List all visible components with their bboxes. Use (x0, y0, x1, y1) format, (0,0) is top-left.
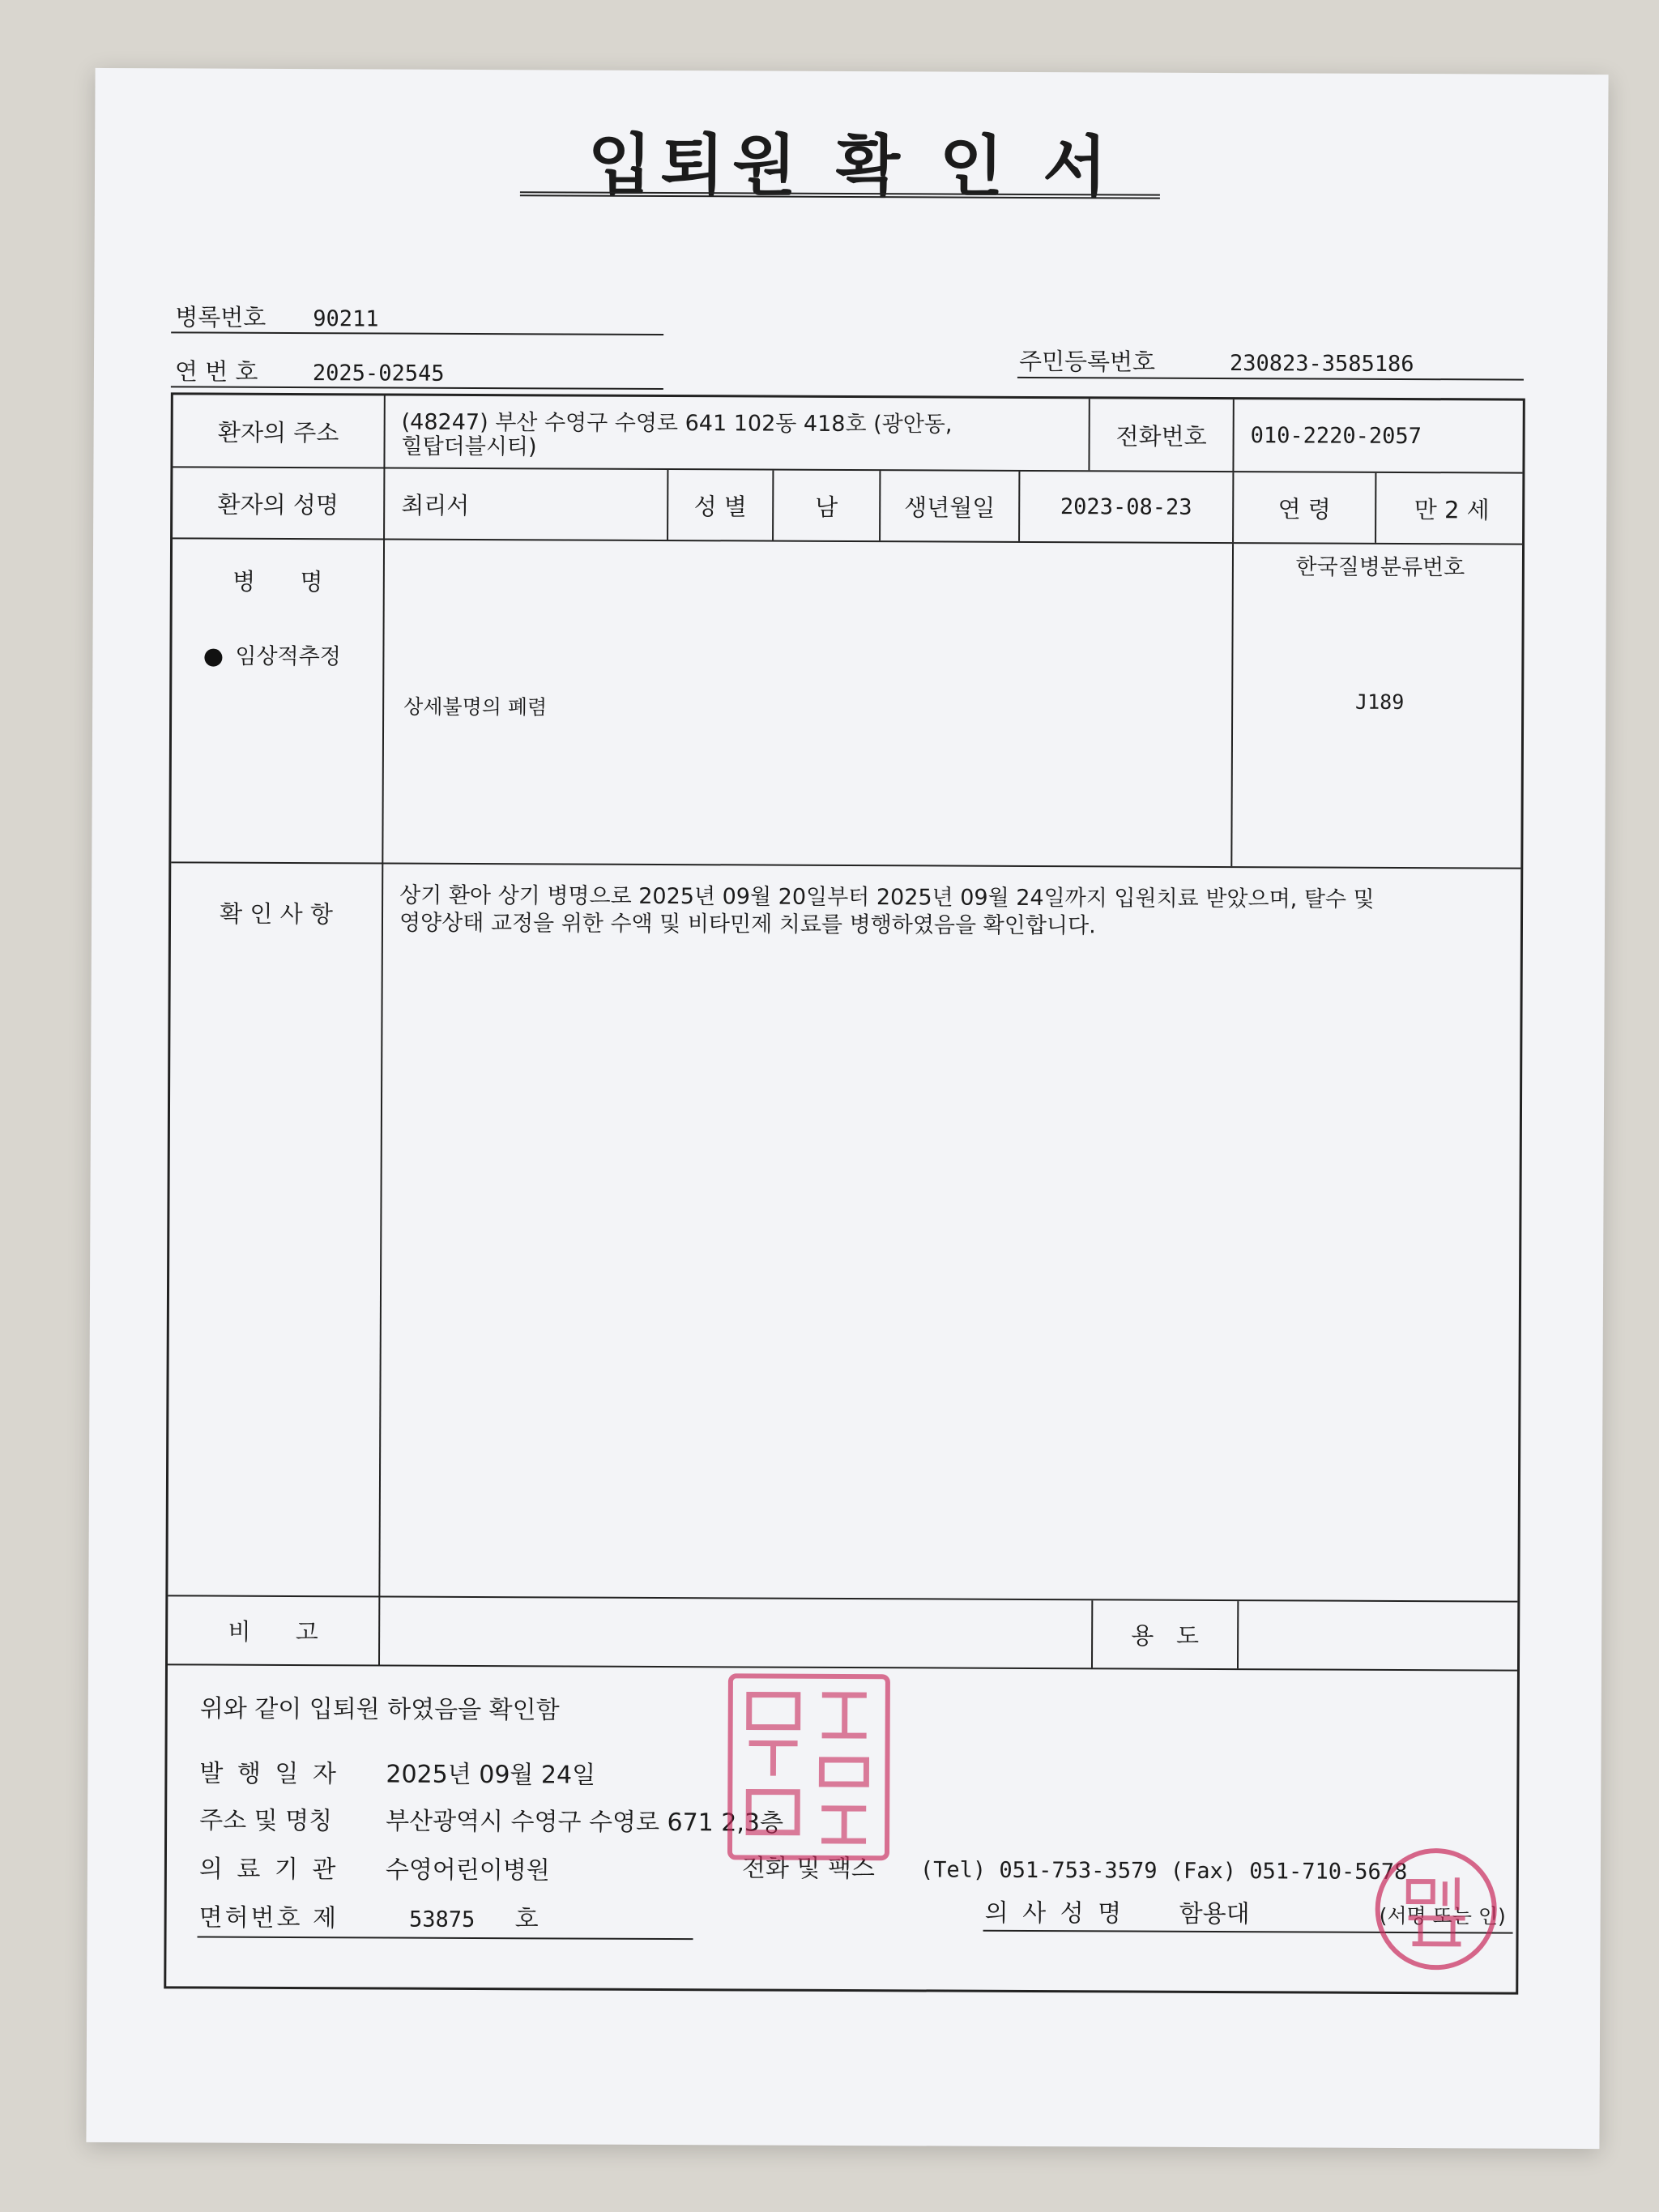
dob-label: 생년월일 (881, 471, 1020, 541)
dob-value: 2023-08-23 (1020, 472, 1234, 542)
hospital-seal-stamp (727, 1673, 890, 1860)
doctor-name: 의 사 성 명 함용대 (서명 또는 인) (984, 1898, 1506, 1929)
confirmation-label-cell (168, 863, 383, 1595)
diagnosis-value-cell (383, 540, 1234, 867)
clinical-estimate: 임상적추정 (204, 638, 341, 671)
diagnosis-label: 병 명 (232, 567, 323, 596)
issue-date: 발 행 일 자 2025년 09월 24일 (199, 1759, 596, 1790)
purpose-label: 용 도 (1093, 1600, 1239, 1668)
sex-label: 성 별 (668, 470, 774, 540)
age-label: 연 령 (1234, 472, 1376, 543)
confirmation-label: 확 인 사 항 (220, 899, 333, 929)
confirmation-statement: 위와 같이 입퇴원 하였음을 확인함 (199, 1694, 560, 1725)
confirmation-text: 상기 환아 상기 병명으로 2025년 09월 20일부터 2025년 09월 24일까지 입원치료 받았으며, 탈수 및 영양상태 교정을 위한 수액 및 비타민제 치료를 병행하였음을 확인합니다. (399, 882, 1375, 939)
phone-label: 전화번호 (1090, 399, 1234, 471)
diagnosis-row (171, 539, 1522, 869)
serial-number-rule (171, 386, 663, 390)
rrn-rule (1017, 377, 1524, 381)
institution-address: 주소 및 명칭 부산광역시 수영구 수영로 671 2,3층 (199, 1806, 784, 1838)
diagnosis-label-cell (171, 539, 385, 862)
record-number: 병록번호 90211 (175, 303, 379, 332)
age-value: 만 2 세 (1414, 495, 1490, 523)
address-row (173, 395, 1522, 473)
confirmation-text-cell (380, 864, 1525, 1600)
address-value: (48247) 부산 수영구 수영로 641 102동 418호 (광안동, 힐탑더블시티) (385, 396, 1090, 471)
record-number-rule (171, 331, 663, 335)
phone-value: 010-2220-2057 (1250, 422, 1422, 449)
diagnosis-value: 상세불명의 폐렴 (403, 694, 548, 720)
doctor-seal-stamp (1375, 1848, 1497, 1971)
document-title: 입퇴원 확 인 서 (587, 126, 1115, 207)
remarks-row (168, 1596, 1517, 1671)
name-row (173, 468, 1522, 544)
doctor-seal-icon (1380, 1853, 1492, 1966)
purpose-value (1239, 1601, 1522, 1670)
medical-institution: 의 료 기 관 수영어린이병원 (198, 1855, 550, 1885)
confirmation-row (168, 863, 1520, 1602)
remarks-value (380, 1597, 1093, 1668)
contact-info: 전화 및 팩스 (Tel) 051-753-3579 (Fax) 051-710-5678 (741, 1854, 1408, 1885)
resident-registration-number: 주민등록번호 230823-3585186 (1018, 347, 1414, 378)
address-label: 환자의 주소 (173, 395, 385, 467)
name-value: 최리서 (385, 469, 668, 540)
sex-value: 남 (774, 471, 881, 541)
serial-number: 연 번 호 2025-02545 (174, 357, 445, 386)
license-rule (198, 1937, 693, 1941)
document-page (86, 68, 1608, 2149)
bullet-icon (204, 648, 222, 666)
disease-code-label: 한국질병분류번호 (1295, 554, 1465, 581)
disease-code-value: J189 (1355, 690, 1405, 714)
disease-code-cell (1232, 544, 1527, 868)
license-number: 면허번호 제 53875 호 (198, 1903, 539, 1934)
remarks-label: 비 고 (168, 1596, 380, 1664)
name-label: 환자의 성명 (173, 468, 385, 538)
hospital-seal-icon (732, 1678, 885, 1855)
